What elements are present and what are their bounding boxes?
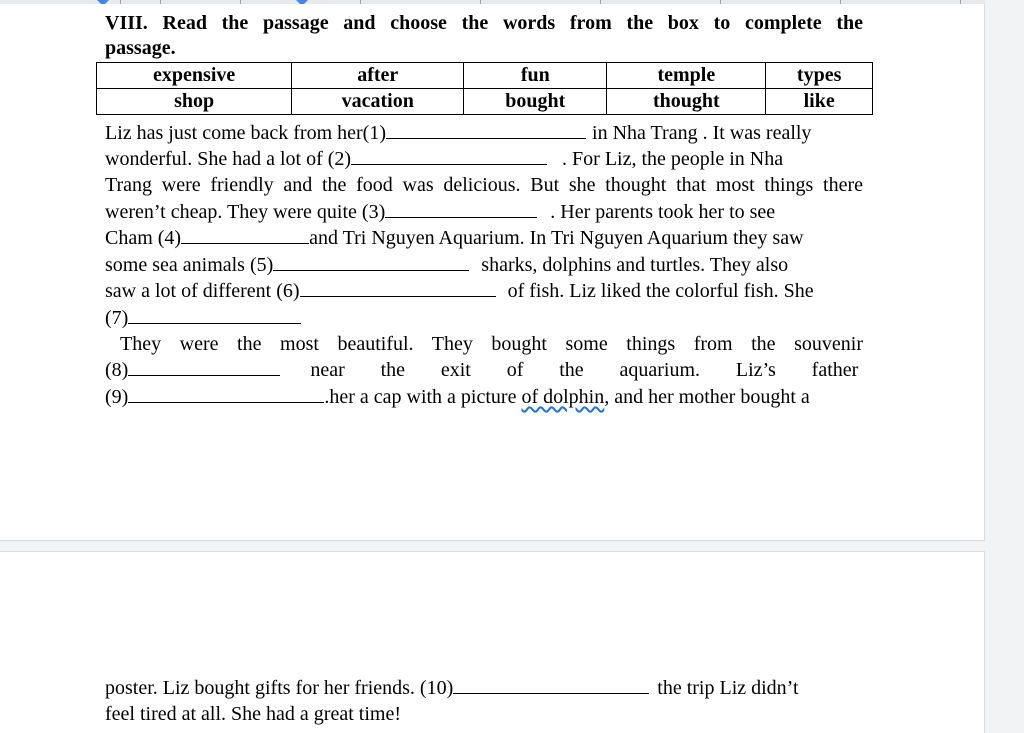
passage-line <box>105 252 863 278</box>
passage-text: , and her mother bought a <box>604 386 810 408</box>
passage-line <box>105 146 863 172</box>
word-cell: types <box>766 63 873 89</box>
passage-text: (8) <box>105 359 129 381</box>
passage-line <box>120 331 863 357</box>
passage-text: . For Liz, the people in Nha <box>562 148 784 170</box>
passage-text: Liz has just come back from her(1) <box>105 122 387 144</box>
passage-text: .her a cap with a picture <box>324 386 517 408</box>
passage-text: Cham (4) <box>105 227 182 249</box>
blank-4[interactable] <box>181 225 309 244</box>
blank-2[interactable] <box>351 146 547 165</box>
passage-text: of fish. Liz liked the colorful fish. She <box>507 280 814 302</box>
passage-text: (9) <box>105 386 129 408</box>
passage-text: . Her parents took her to see <box>550 201 776 223</box>
word-box-row <box>97 89 873 115</box>
passage-text: the trip Liz didn’t <box>657 677 799 699</box>
word-cell: fun <box>464 63 607 89</box>
word-cell: after <box>292 63 464 89</box>
blank-9[interactable] <box>128 384 324 403</box>
passage-line: feel tired at all. She had a great time! <box>105 703 401 725</box>
passage-text: wonderful. She had a lot of (2) <box>105 148 352 170</box>
passage-line <box>105 278 863 304</box>
passage-text: and Tri Nguyen Aquarium. In Tri Nguyen Aquarium they saw <box>309 227 804 249</box>
passage-line <box>105 675 863 701</box>
passage-text: saw a lot of different (6) <box>105 280 300 302</box>
blank-6[interactable] <box>300 278 496 297</box>
word-box-row <box>97 63 873 89</box>
passage-text: some sea animals (5) <box>105 254 274 276</box>
word-cell: temple <box>607 63 766 89</box>
passage-line <box>105 305 863 331</box>
word-cell: bought <box>464 89 607 115</box>
blank-5[interactable] <box>273 252 469 271</box>
passage-text: weren’t cheap. They were quite (3) <box>105 201 386 223</box>
blank-8[interactable] <box>128 357 280 376</box>
scroll-area <box>985 0 1024 732</box>
passage-text: sharks, dolphins and turtles. They also <box>481 254 789 276</box>
word-cell: expensive <box>97 63 292 89</box>
word-cell: vacation <box>292 89 464 115</box>
blank-7[interactable] <box>128 305 301 324</box>
passage-text: in Nha Trang . It was really <box>592 122 812 144</box>
exercise-heading-cont: passage. <box>105 37 176 59</box>
passage-line <box>105 384 863 410</box>
passage-line <box>105 357 863 383</box>
exercise-heading: VIII. Read the passage and choose the words from the box to complete the <box>105 12 863 34</box>
word-cell: shop <box>97 89 292 115</box>
passage-line <box>105 199 863 225</box>
word-cell: like <box>766 89 873 115</box>
blank-3[interactable] <box>385 199 537 218</box>
word-cell: thought <box>607 89 766 115</box>
spellcheck-underlined-text[interactable]: of dolphin <box>521 386 605 408</box>
passage-text: (7) <box>105 307 129 329</box>
passage-text: poster. Liz bought gifts for her friends. (10) <box>105 677 454 699</box>
blank-1[interactable] <box>386 120 586 139</box>
passage-text: They were the most beautiful. They bought some things from the souvenir <box>120 333 863 355</box>
word-box <box>96 62 873 115</box>
passage-line <box>105 225 863 251</box>
passage-text: near the exit of the aquarium. Liz’s father <box>310 359 859 381</box>
blank-10[interactable] <box>453 675 649 694</box>
passage-line: Trang were friendly and the food was delicious. But she thought that most things there <box>105 174 863 196</box>
passage-line <box>105 120 863 146</box>
